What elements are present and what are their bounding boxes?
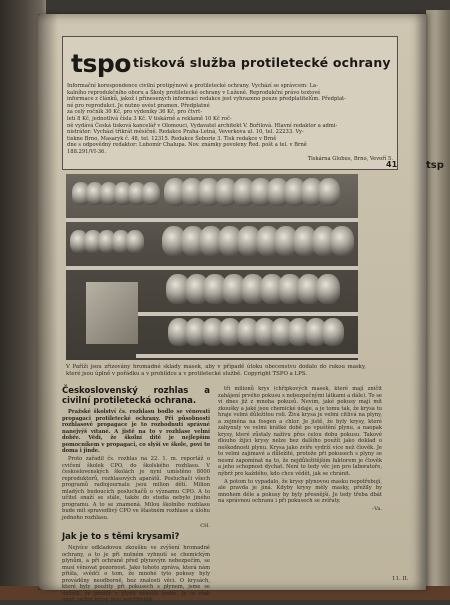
article-signature: CH. <box>200 522 210 529</box>
article-body: tři milionů krys (chřipkových masek, které mají zničit zahájení prvého pokusu s nebezpečnými látkami a dále). To se ví dnes již z mnoha pokusů. Nevím, jaké pokusy mají mít zkoušky a jaké jsou chemické údaje, a je tomu tak, že krysa tu hraje velmi důležitou roli. Živá krysa je velmi citlivá na plyny, a zejména na fosgen a chlor. Je jistě, že byly krysy, které zahynuly ve velmi krátké době po vpuštění plynu, a naopak krysy, které zůstaly naživu přes celou dobu pokusu. Takové dlouho žijící krysy nelze bez dalšího použít jako doklad o neškodnosti plynu. Krysa jako zvíře vydrží více než člověk. Je to velmi zajímavé a důležité, protože při pokusech s plyny se nesmí zapomínat na to, že nejdůležitějším faktorem je člověk a jeho schopnost dýchat. Není to tedy věc jen pro laboratoře, nýbrž pro každého, kdo chce vědět, jak se chránit. <box>218 386 382 477</box>
article-title: Československý rozhlas a civilní protiletecká ochrana. <box>62 386 210 406</box>
info-line: 188.291/VI-36. <box>67 148 106 155</box>
masthead-logo: tspo <box>71 49 131 78</box>
masthead-info <box>67 83 393 162</box>
article-signature: –Va. <box>371 506 382 512</box>
article-title: Jak je to s těmi krysami? <box>62 532 180 542</box>
right-column <box>218 386 382 513</box>
issue-date: 11. II. <box>392 576 409 582</box>
left-column <box>62 386 210 605</box>
document-page <box>38 14 426 603</box>
shelf <box>66 218 358 222</box>
shelf <box>66 266 358 270</box>
edge-tab-label: tsp <box>426 160 444 171</box>
info-line: dne s odpovědný redaktor: Lubomír Chalupa. Nov. známky povoleny Řed. pošt a tel. v Brně <box>67 142 307 149</box>
shelf <box>106 312 358 316</box>
info-line: Informační korespondence civilní protipýnové a protiletecké ochrany. Vychází se správcem: La- <box>67 83 318 89</box>
info-line: né pro reprodukci. Je nutno uvést pramen. Předplatné <box>67 102 210 109</box>
article-body: Nejvíce odkladovou zkoušku ve zvýšení hromadné ochrany, a to je při nutném vyhnutí se chemickým plynům, a při ochraně před plynovým nebezpečím, se musí věnovat pozornost. Jako tohoto zpráva, která nám přišla, svědčí o tom, že mnohé tyto pokusy byly prováděny neodborně, bez znalosti věci. O krysách, které byly použity při pokusech s plynem, jsme se dočetli, že přežily v plynu několik hodin. Je to však omyl, neboť krysy jsou nejcitlivější. <box>62 545 210 603</box>
info-line: Tiskárna Globus, Brno, Vevoří 5. <box>307 155 393 162</box>
gas-mask <box>316 274 340 304</box>
article-lead: Pražské školství čs. rozhlasu bodlo se věnovati propagaci protiletecké ochrany. Při působnosti rozhlasové propagace je to rozhodnutí správné nanejvýš vítané. A jistě na to v rozhlase velmi dobře. Vědí, že školní dítě je nejlepším pomocníkem v propagaci, co slyší ve škole, poví to doma i jinde. <box>62 409 210 454</box>
photo-caption: V Paříži jsou zřizovány hromadné sklady masek, aby v případě útoku obecenstvu dodalo do rukou masky, které jsou úplně v pořádku a v prohlídce a v protiletecké službě. Copyright TSPO a LPS. <box>66 364 366 377</box>
info-line: kalního reprodukčního oboru a Školy protiletecké ochrany v Luženě. Reprodukční právo textové <box>67 89 321 96</box>
info-line: za celý ročník 30 Kč, pro výdeníky 36 Kč, pro čtvrt- <box>67 109 203 116</box>
info-line: informace z článků, jakož i přinesených informací redakce jest vyhrazeno pouze předplatitelům. Předplat- <box>67 96 346 103</box>
page-gutter-shadow <box>38 14 58 590</box>
info-line: ně vydává Česká tisková kancelář v Olomouci, Vydavatel architekt V. Bořilová. Hlavní redaktor a admi- <box>67 122 338 129</box>
masthead-box <box>62 36 398 170</box>
masthead-subtitle: tisková služba protiletecké ochrany <box>133 55 391 70</box>
page-edge-stack <box>426 10 450 590</box>
shelf <box>136 354 358 358</box>
info-line: tiskne Brno, Masaryk č. 48, tel. 12315. Redakce Šeborie 3. Tisk redakce v Brně <box>67 135 277 142</box>
gas-mask <box>126 230 144 253</box>
gas-mask <box>318 178 340 206</box>
gas-mask-storage-photo <box>66 174 358 360</box>
storage-box <box>86 282 138 344</box>
gas-mask <box>142 182 160 205</box>
info-line: letí 8 Kč, jednotlivá čísla 3 Kč. V tiskárně a reklamě 10 Kč roč- <box>67 115 232 122</box>
gas-mask <box>330 226 354 256</box>
gas-mask <box>322 318 344 346</box>
article-body: A potom to vypadalo, že krysy plynovou masku nepotřebují, ale pravda je jiná. Kdyby krysy měly masky, přežily by mnohem déle a pokusy by byly přesnější. Je tedy třeba dbát na správnou ochranu i při pokusech se zvířaty. <box>218 478 382 504</box>
page-number: 41 <box>386 160 398 169</box>
article-body: Proto zařadil čs. rozhlas na 22. 1. m. reportáž o cvičení školek CPO, do školského rozhlasu. V československých školách je nyní umístěno 8000 reproduktorů, rozhlasových aparátů. Posluchači všech programů radiojournalu jsou milion dětí. Milion mladých budoucích posluchačů o významu CPO. A to učitel snaží se stále, takže do studia nebylo jiného programu. A to se znamená. Milou školního rozhlasu bude mít spravedlivý CPO ve šťastném rozhlase a úlohu jednoho rozhlasu. <box>62 456 210 521</box>
info-line: nistrátor: Vychází třikrát měsíčně. Redakce Praha-Letná, Veverkova ul. 10, tel. 22233. Vy- <box>67 129 304 136</box>
